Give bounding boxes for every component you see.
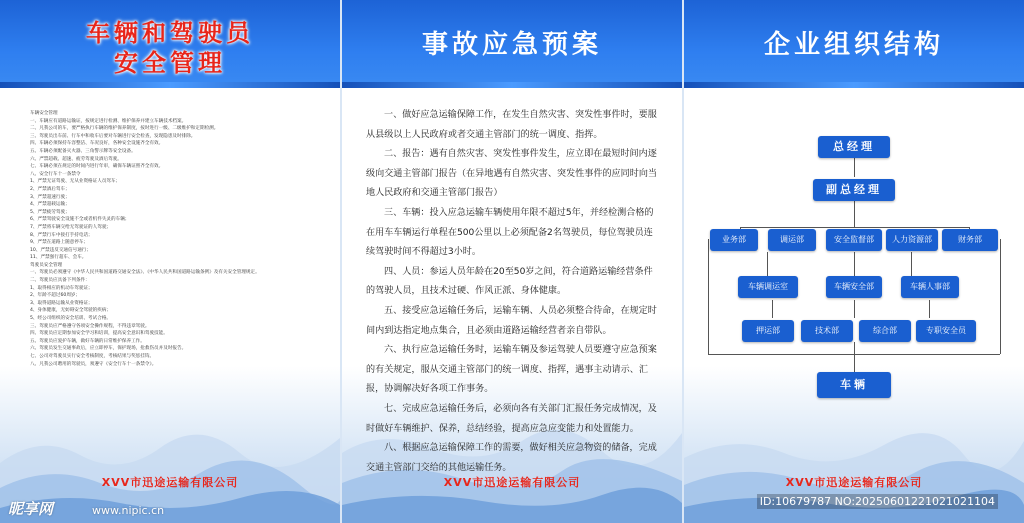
rule-line: 6、严禁驾驶安全设施不全或者机件失灵的车辆； bbox=[30, 217, 130, 223]
rule-line: 3、取得道路运输从业资格证； bbox=[30, 300, 93, 306]
emergency-paragraph: 七、完成应急运输任务后，必须向各有关部门汇报任务完成情况，及时做好车辆维护、保养，总结经验，提高应急应变能力和处置能力。 bbox=[366, 403, 657, 434]
site-url-watermark: www.nipic.cn bbox=[92, 504, 165, 517]
org-box-general-manager: 总经理 bbox=[818, 136, 890, 158]
rule-line: 1、严禁无证驾驶、无从业资格证人员驾车； bbox=[30, 179, 121, 185]
rule-line: 五、驾驶员应爱护车辆，做好车辆的日常维护保养工作。 bbox=[30, 338, 145, 344]
emergency-paragraph: 二、报告：遇有自然灾害、突发性事件发生，应立即在最短时间内逐级向交通主管部门报告（在异地遇有自然灾害、突发性事件的应同时向当地人民政府和交通主管部门报告） bbox=[366, 149, 658, 199]
rule-line: 二、凡我公司的车，要严格执行车辆的维护保养制度，按时进行一级、二级维护和定期检测。 bbox=[30, 126, 219, 132]
rule-line: 三、驾驶员出车前、行车中和收车后要对车辆进行安全检查，发现隐患及时排除。 bbox=[30, 133, 196, 139]
rule-line: 10、严禁违反交通信号通行； bbox=[30, 247, 91, 253]
emergency-paragraph: 四、人员：参运人员年龄在20至50岁之间，符合道路运输经营条件的驾驶人员，且技术过硬、作风正派、身体健康。 bbox=[366, 266, 653, 297]
rule-line: 四、车辆必须保持车容整洁、车况良好，各种安全设施齐全有效。 bbox=[30, 141, 164, 147]
rule-line: 4、严禁超载运输； bbox=[30, 202, 70, 208]
emergency-paragraph: 八、根据应急运输保障工作的需要，做好相关应急物资的储备，完成交通主管部门交给的其他运输任务。 bbox=[366, 443, 657, 473]
org-box-team: 技术部 bbox=[801, 320, 853, 342]
rule-line: 七、公司对驾驶员实行安全考核制度，考核结果与奖惩挂钩。 bbox=[30, 354, 155, 359]
panel-title: 事故应急预案 bbox=[421, 30, 602, 60]
company-name: XVV市迅途运输有限公司 bbox=[785, 476, 923, 489]
panel-org-structure bbox=[684, 0, 1024, 523]
rule-line: 5、严禁疲劳驾驶； bbox=[30, 209, 70, 215]
rule-line: 驾驶员安全管理 bbox=[30, 262, 63, 268]
org-box-department: 业务部 bbox=[710, 229, 758, 251]
panel-title: 企业组织结构 bbox=[763, 30, 944, 60]
rule-line: 六、严禁超载、超速、疲劳驾驶及酒后驾驶。 bbox=[30, 156, 122, 162]
org-box-deputy-manager: 副总经理 bbox=[813, 179, 895, 201]
org-box-department: 财务部 bbox=[942, 229, 998, 251]
org-box-department: 人力资源部 bbox=[886, 229, 938, 251]
emergency-paragraph: 三、车辆：投入应急运输车辆使用年限不超过5年，并经检测合格的在用车车辆运行单程在500公里以上必须配备2名驾驶员，每位驾驶员连续驾驶时间不得超过3小时。 bbox=[366, 207, 654, 258]
rule-line: 八、凡我公司聘用的驾驶员，须遵守《安全行车十一条禁令》。 bbox=[30, 361, 157, 367]
org-box-department: 调运部 bbox=[768, 229, 816, 251]
rule-line: 车辆安全管理 bbox=[30, 111, 58, 116]
rule-line: 七、车辆必须在规定的时间内进行年审，确保车辆证照齐全有效。 bbox=[30, 164, 164, 170]
rule-line: 1、取得相应的机动车驾驶证； bbox=[30, 285, 93, 291]
company-name: XVV市迅途运输有限公司 bbox=[443, 476, 581, 489]
org-box-department: 安全监督部 bbox=[826, 229, 882, 251]
panel-vehicle-driver-safety bbox=[0, 0, 340, 523]
emergency-paragraph: 五、接受应急运输任务后，运输车辆、人员必须整合待命，在规定时间内到达指定地点集合，且必须由道路运输经营者亲自带队。 bbox=[366, 305, 657, 336]
rule-line: 2、严禁酒后驾车； bbox=[30, 186, 70, 192]
rule-line: 3、严禁超速行驶； bbox=[30, 194, 70, 200]
org-box-sub-unit: 车辆调运室 bbox=[738, 276, 798, 298]
org-box-sub-unit: 车辆安全部 bbox=[826, 276, 882, 298]
rule-line: 四、驾驶员应定期参加安全学习和培训，提高安全意识和驾驶技能。 bbox=[30, 331, 168, 337]
rule-line: 五、车辆必须配备灭火器、三角警示牌等安全设备。 bbox=[30, 148, 136, 154]
rule-line: 5、经公司组织的安全培训、考试合格。 bbox=[30, 316, 112, 322]
org-box-vehicles: 车辆 bbox=[817, 372, 891, 398]
rule-line: 8、严禁行车中接打手持电话； bbox=[30, 232, 93, 238]
company-name: XVV市迅途运输有限公司 bbox=[101, 476, 239, 489]
image-id-watermark: ID:10679787 NO:20250601221021021104 bbox=[757, 494, 998, 509]
rule-line: 二、驾驶员应具备下列条件： bbox=[30, 278, 90, 284]
rule-line: 三、驾驶员应严格遵守各项安全操作规程，不得违章驾驶。 bbox=[30, 323, 150, 329]
org-box-team: 押运部 bbox=[742, 320, 794, 342]
site-logo-watermark: 昵享网 bbox=[8, 500, 54, 518]
rule-line: 一、车辆应有道路运输证，按规定进行检测、维护保养并建立车辆技术档案。 bbox=[30, 118, 187, 124]
rule-line: 一、驾驶员必须遵守《中华人民共和国道路交通安全法》、《中华人民共和国道路运输条例》及有关安全管理规定。 bbox=[30, 270, 260, 276]
emergency-plan-text bbox=[366, 106, 660, 478]
org-box-team: 综合部 bbox=[859, 320, 911, 342]
rule-line: 7、严禁将车辆交给无驾驶证的人驾驶； bbox=[30, 224, 112, 230]
rule-line: 六、驾驶员发生交通事故后，应立即停车，保护现场，抢救伤员并及时报告。 bbox=[30, 346, 187, 352]
rule-line: 9、严禁在道路上随意停车； bbox=[30, 240, 89, 246]
rule-line: 八、安全行车十一条禁令 bbox=[30, 171, 81, 177]
rule-line: 4、身体健康，无妨碍安全驾驶的疾病； bbox=[30, 308, 112, 314]
emergency-paragraph: 一、做好应急运输保障工作，在发生自然灾害、突发性事件时，要服从县级以上人民政府或者交通主管部门的统一调度、指挥。 bbox=[366, 110, 657, 140]
rule-line: 11、严禁强行超车、会车。 bbox=[30, 255, 87, 261]
safety-rules-text bbox=[30, 110, 320, 368]
panel-title bbox=[0, 18, 340, 78]
org-box-sub-unit: 车辆人事部 bbox=[901, 276, 959, 298]
rule-line: 2、年龄不超过60周岁； bbox=[30, 293, 81, 299]
title-line-2: 安全管理 bbox=[114, 49, 226, 77]
emergency-paragraph: 六、执行应急运输任务时，运输车辆及参运驾驶人员要遵守应急预案的有关规定，服从交通主管部门的统一调度、指挥，遇事主动请示、汇报，协调解决好各项工作事务。 bbox=[366, 345, 657, 395]
title-line-1: 车辆和驾驶员 bbox=[86, 19, 254, 47]
org-box-team: 专职安全员 bbox=[916, 320, 976, 342]
